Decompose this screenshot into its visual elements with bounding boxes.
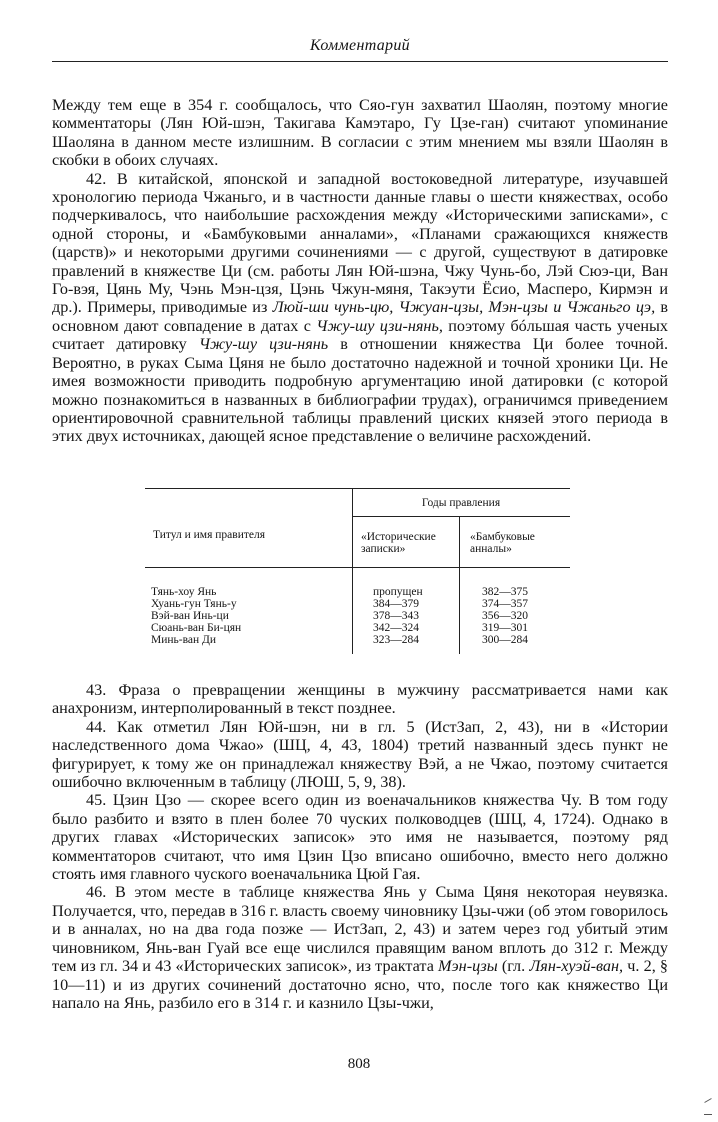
names-column — [151, 586, 241, 646]
table-cell-name: Минь-ван Ди — [151, 634, 217, 646]
shiji-years-column — [373, 586, 423, 646]
table-cell-annals: 356—320 — [482, 610, 528, 622]
commentary-text-bottom — [52, 681, 668, 1012]
page-number: 808 — [347, 1056, 371, 1072]
table-cell-shiji: пропущен — [373, 586, 423, 598]
running-header: Комментарий — [310, 37, 410, 54]
table-group-rule — [352, 516, 570, 517]
table-divider-1 — [352, 488, 353, 654]
table-cell-name: Тянь-хоу Янь — [151, 586, 217, 598]
table-cell-annals: 319—301 — [482, 622, 528, 634]
table-header-rule — [145, 567, 570, 568]
table-cell-shiji: 384—379 — [373, 598, 419, 610]
table-cell-annals: 300—284 — [482, 634, 528, 646]
table-divider-2 — [459, 516, 460, 654]
table-cell-shiji: 323—284 — [373, 634, 419, 646]
margin-mark — [704, 1098, 711, 1103]
group-header: Годы правления — [421, 497, 501, 509]
col-annals-header: «Бамбуковые анналы» — [470, 531, 535, 555]
paragraph-note-45: 45. Цзин Цзо — скорее всего один из военачальников княжества Чу. В том году было разбито и взято в плен более 70 чуских полководцев (ШЦ, 4, 1724). Однако в других главах «Исторических записок» это имя не называется, поэтому ряд комментаторов считают, что имя Цзин Цзо вписано ошибочно, вместо него должно стоять имя главного чуского военачальника Цюй Гая. — [52, 791, 668, 884]
paragraph-note-44: 44. Как отметил Лян Юй-шэн, ни в гл. 5 (ИстЗап, 2, 43), ни в «Истории наследственного дома Чжао» (ШЦ, 4, 43, 1804) третий названный здесь пункт не фигурирует, к тому же он принадлежал княжеству Вэй, а не Чжао, поэтому считается ошибочно включенным в таблицу (ЛЮШ, 5, 9, 38). — [52, 717, 668, 792]
reign-years-table — [145, 488, 570, 654]
annals-years-column — [482, 586, 528, 646]
paragraph-note-42: 42. В китайской, японской и западной востоковедной литературе, изучавшей хронологию периода Чжаньго, и в частности данные главы о шести княжествах, особо подчеркивалось, что наибольшие расхождения между «Историческими записками», с одной стороны, и «Бамбуковыми анналами», «Планами сражающихся княжеств (царств)» и некоторыми другими сочинениями — с другой, существуют в датировке правлений в княжестве Ци (см. работы Лян Юй-шэна, Чжу Чунь-бо, Лэй Сюэ-ци, Ван Го-вэя, Цянь Му, Чэнь Мэн-цзя, Цэнь Чжун-мяня, Такэути Ёсио, Масперо, Кирмэн и др.). Примеры, приводимые из Люй-ши чунь-цю, Чжуан-цзы, Мэн-цзы и Чжаньго цэ, в основном дают совпадение в датах с Чжу-шу цзи-нянь, поэтому бóльшая часть ученых считает датировку Чжу-шу цзи-нянь в отношении княжества Ци более точной. Вероятно, в руках Сыма Цяня не было достаточно надежной и точной хроники Ци. Не имея возможности приводить подробную аргументацию иной датировки (с которой можно познакомиться в названных в библиографии трудах), ограничимся приведением ориентировочной сравнительной таблицы правлений циских князей этого периода в этих двух источниках, дающей ясное представление о величине расхождений. — [52, 169, 669, 446]
table-cell-annals: 382—375 — [482, 586, 528, 598]
table-cell-annals: 374—357 — [482, 598, 528, 610]
paragraph-continuation: Между тем еще в 354 г. сообщалось, что Сяо-гун захватил Шаолян, поэтому многие комментаторы (Лян Юй-шэн, Такигава Камэтаро, Гу Цзе-ган) считают упоминание Шаоляна в данном месте излишним. В согласии с этим мнением мы взяли Шаолян в скобки в обоих случаях. — [52, 96, 668, 170]
col-title-header: Титул и имя правителя — [153, 529, 266, 541]
table-cell-name: Сюань-ван Би-цян — [151, 622, 242, 634]
paragraph-note-43: 43. Фраза о превращении женщины в мужчину рассматривается нами как анахронизм, интерполированный в текст позднее. — [52, 681, 668, 718]
commentary-text-top — [52, 96, 668, 446]
table-cell-shiji: 342—324 — [373, 622, 419, 634]
header-rule — [52, 61, 668, 62]
paragraph-note-46: 46. В этом месте в таблице княжества Янь у Сыма Цяня некоторая неувязка. Получается, что, передав в 316 г. власть своему чиновнику Цзы-чжи (об этом говорилось и в анналах, но на два года позже — ИстЗап, 2, 43) и затем через год убитый этим чиновником, Янь-ван Гуай все еще числился правящим ваном вплоть до 312 г. Между тем из гл. 34 и 43 «Исторических записок», из трактата Мэн-цзы (гл. Лян-хуэй-ван, ч. 2, § 10—11) и из других сочинений достаточно ясно, что, после того как княжество Ци напало на Янь, разбило его в 314 г. и казнило Цзы-чжи, — [52, 883, 668, 1012]
table-cell-shiji: 378—343 — [373, 610, 419, 622]
table-cell-name: Вэй-ван Инь-ци — [151, 610, 229, 622]
table-cell-name: Хуань-гун Тянь-у — [151, 598, 237, 610]
table-top-rule — [145, 488, 570, 489]
col-shiji-header: «Исторические записки» — [361, 531, 436, 555]
margin-mark — [704, 1114, 712, 1115]
